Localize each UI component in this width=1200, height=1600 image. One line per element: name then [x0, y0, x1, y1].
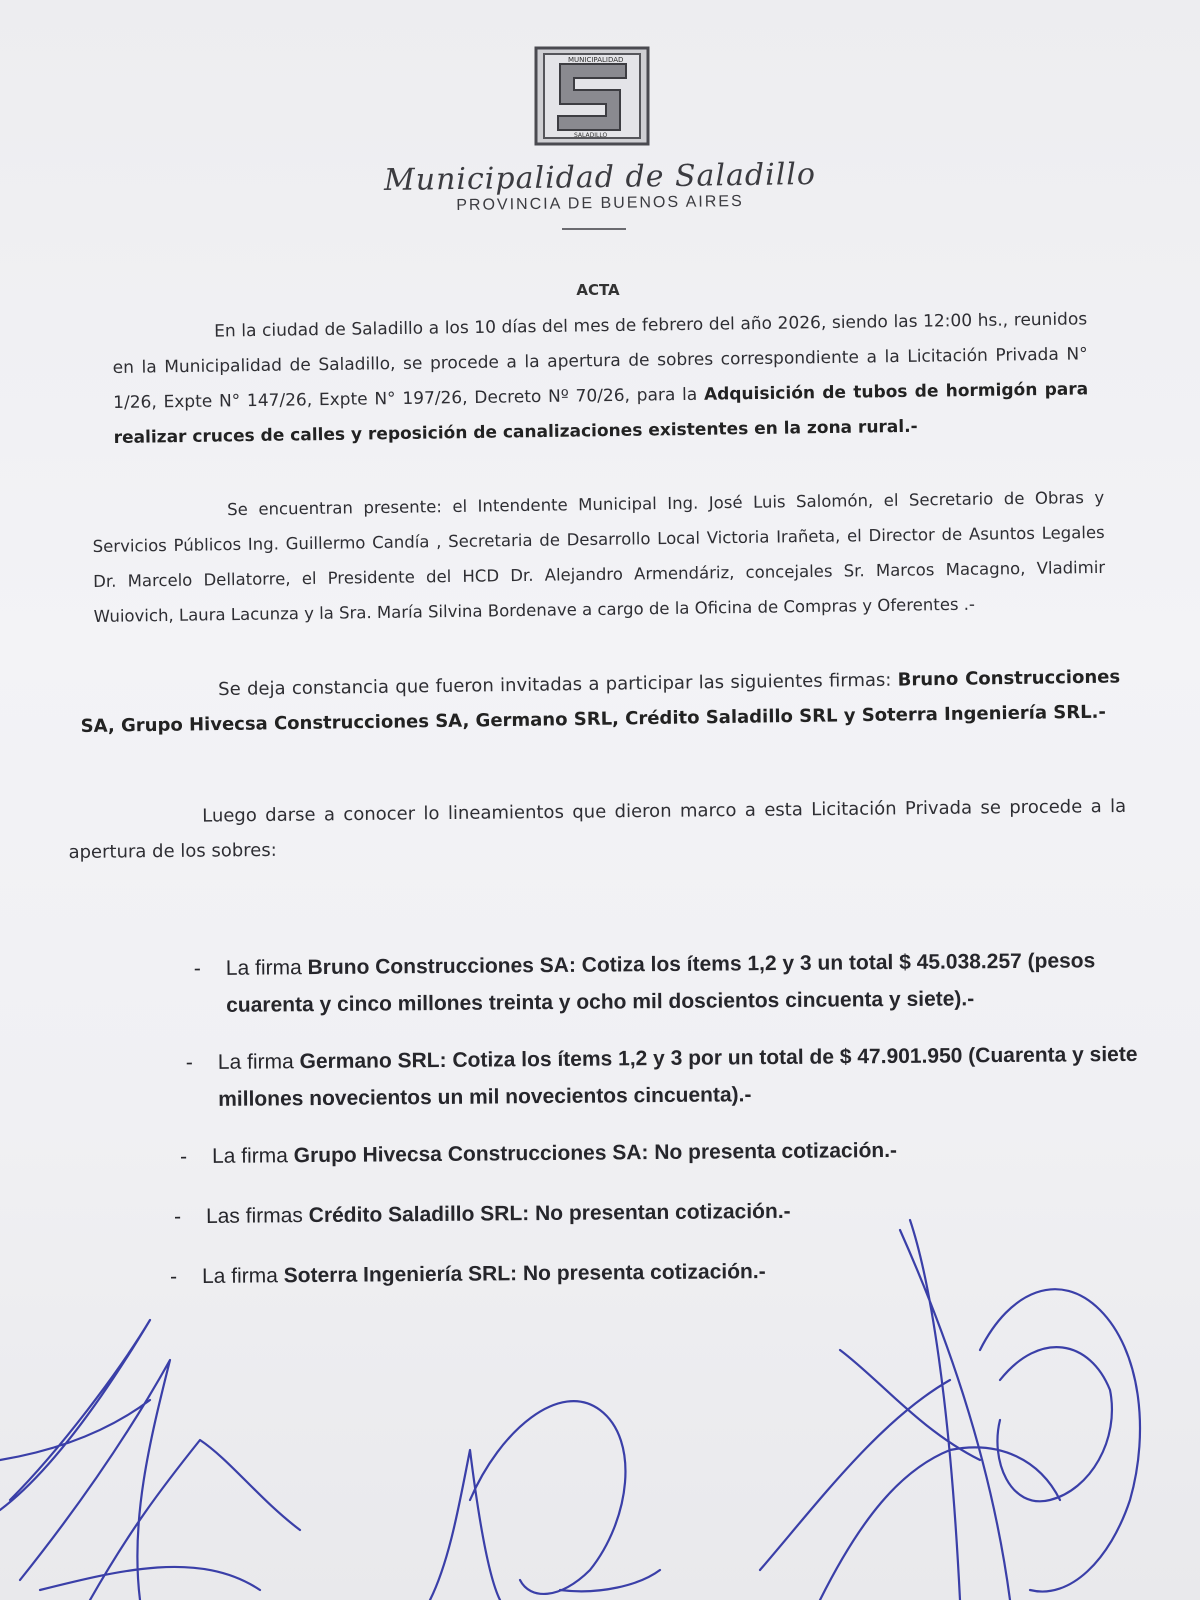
bid-prefix: La firma — [217, 1050, 300, 1074]
invited-firms-list: Bruno Construcciones SA, Grupo Hivecsa Construcciones SA, Germano SRL, Crédito Saladillo SRL y Soterra Ingeniería SRL.- — [80, 666, 1121, 737]
signature-right — [760, 1220, 1140, 1600]
list-bullet: - — [173, 1205, 182, 1229]
paragraph-opening-subject: Adquisición de tubos de hormigón para realizar cruces de calles y reposición de canalizaciones existentes en la zona rural.- — [113, 379, 1089, 448]
paragraph-opening-envelopes: Luego darse a conocer lo lineamientos que dieron marco a esta Licitación Privada se procede a la apertura de los sobres: — [68, 795, 1127, 863]
document-title: ACTA — [576, 281, 620, 299]
signatures-area — [0, 1200, 1200, 1600]
bid-detail: Bruno Construcciones SA: Cotiza los ítems 1,2 y 3 un total $ 45.038.257 (pesos cuarenta y cinco millones treinta y ocho mil doscientos cincuenta y siete).- — [226, 949, 1096, 1017]
bid-detail: Crédito Saladillo SRL: No presentan cotización.- — [308, 1199, 791, 1228]
municipality-name: Municipalidad de Saladillo — [383, 156, 817, 199]
list-bullet: - — [169, 1265, 178, 1289]
list-bullet: - — [179, 1145, 188, 1169]
paragraph-opening — [112, 302, 1089, 456]
bid-detail: Soterra Ingeniería SRL: No presenta cotización.- — [283, 1260, 766, 1288]
signature-left — [0, 1320, 300, 1600]
bid-prefix: La firma — [211, 1144, 294, 1168]
list-item — [166, 1130, 1155, 1176]
bid-detail: Germano SRL: Cotiza los ítems 1,2 y 3 por un total de $ 47.901.950 (Cuarenta y siete millones novecientos un mil novecientos cincuenta).- — [218, 1042, 1138, 1111]
bid-detail: Grupo Hivecsa Construcciones SA: No presenta cotización.- — [293, 1138, 898, 1168]
paragraph-invited-firms — [80, 659, 1121, 744]
bid-prefix: La firma — [225, 956, 308, 980]
paragraph-attendees: Se encuentran presente: el Intendente Municipal Ing. José Luis Salomón, el Secretario de Obras y Servicios Públicos Ing. Guillermo Candía , Secretaria de Desarrollo Local Victoria Irañeta, el Director de Asuntos Legales Dr. Marcelo Dellatorre, el Presidente del HCD Dr. Alejandro Armendáriz, concejales Sr. Marcos Macagno, Vladimir Wuiovich, Laura Lacunza y la Sra. María Silvina Bordenave a cargo de la Oficina de Compras y Oferentes .- — [92, 487, 1106, 626]
paragraph-opening-text: En la ciudad de Saladillo a los 10 días del mes de febrero del año 2026, siendo las 12:00 hs., reunidos en la Municipalidad de Saladillo, se procede a la apertura de sobres correspondiente a la Licitación Privada N° 1/26, Expte N° 147/26, Expte N° 197/26, Decreto Nº 70/26, para la — [112, 309, 1088, 413]
seal-top-text: MUNICIPALIDAD — [568, 56, 624, 64]
list-bullet: - — [185, 1051, 193, 1075]
header-divider — [562, 228, 626, 230]
province-name: PROVINCIA DE BUENOS AIRES — [456, 192, 744, 215]
paragraph-invited-text: Se deja constancia que fueron invitadas a participar las siguientes firmas: — [218, 669, 898, 701]
bid-prefix: Las firmas — [205, 1204, 309, 1228]
bid-prefix: La firma — [201, 1264, 284, 1288]
signature-middle — [430, 1401, 660, 1600]
list-item — [172, 1036, 1156, 1119]
seal-bottom-text: SALADILLO — [574, 132, 608, 139]
list-bullet: - — [193, 957, 201, 981]
municipal-seal-logo — [530, 44, 654, 148]
list-item — [180, 942, 1156, 1025]
